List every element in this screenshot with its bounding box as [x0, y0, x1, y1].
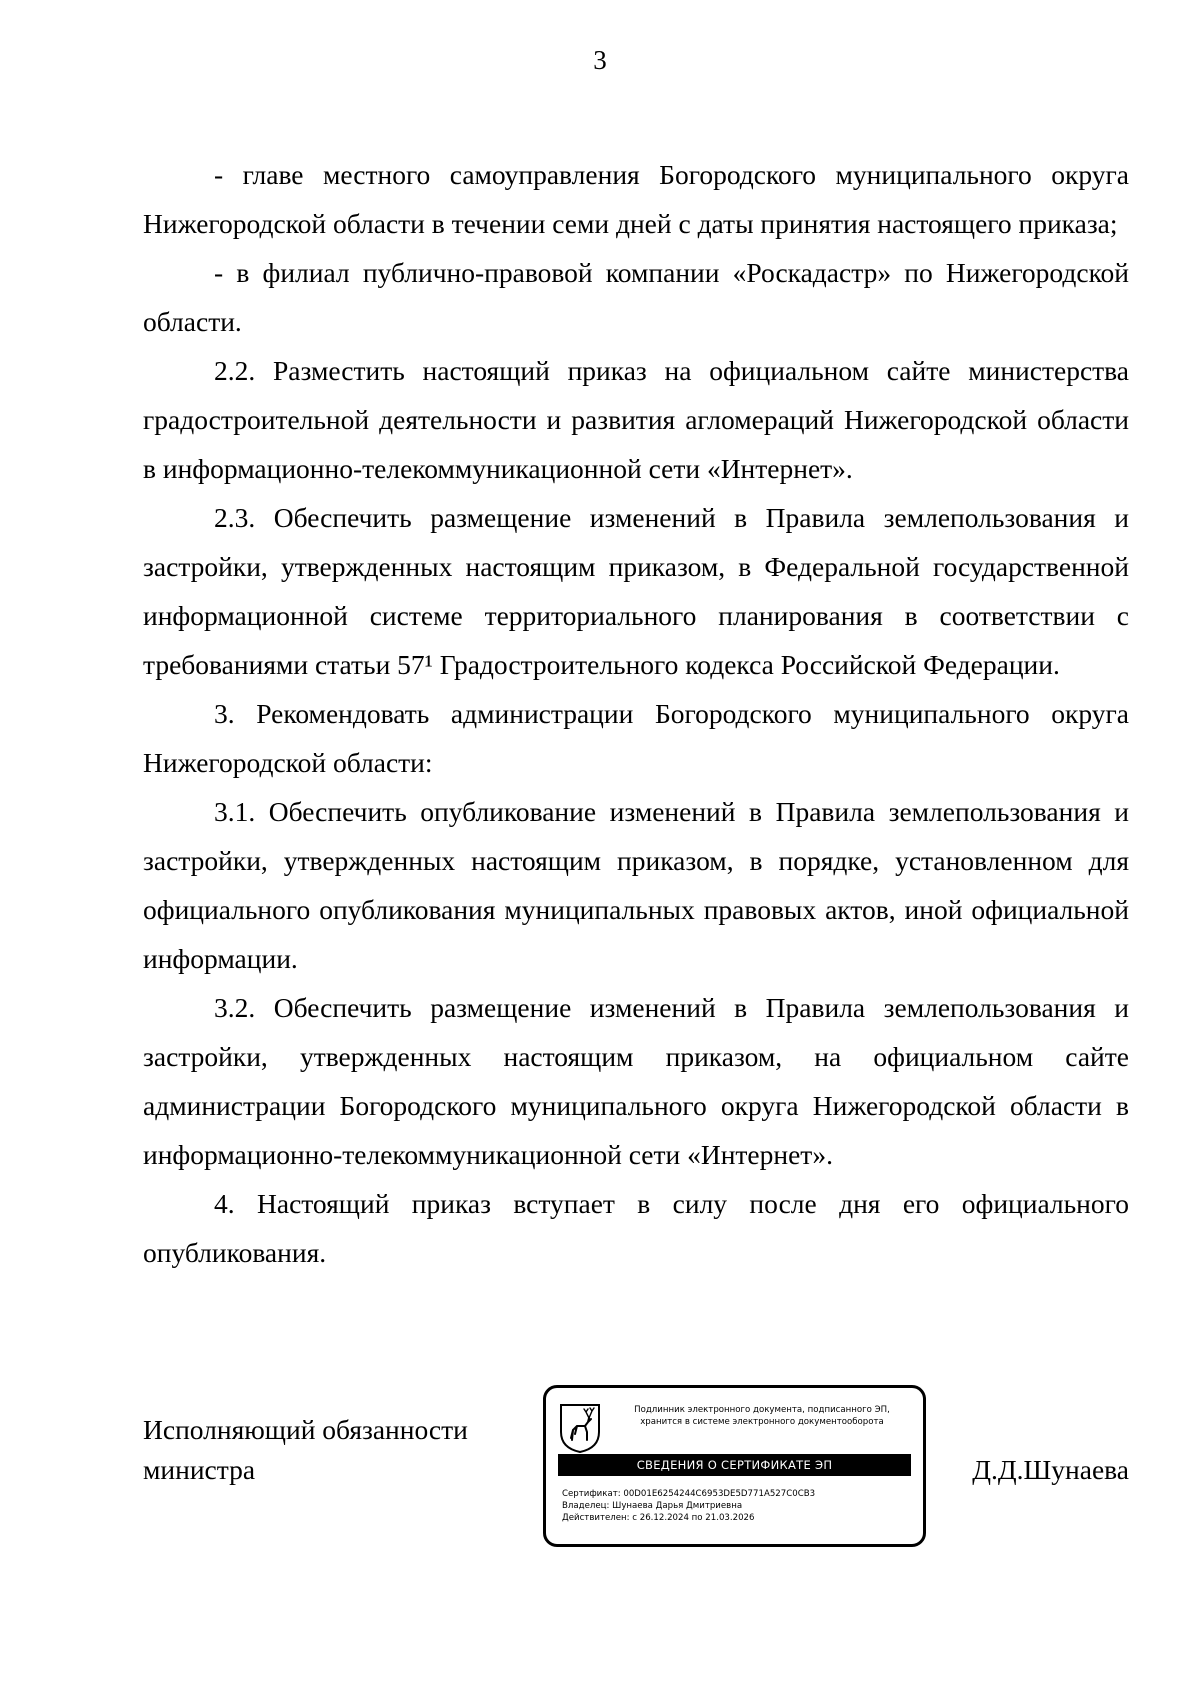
- stamp-header-line2: хранится в системе электронного документооборота: [640, 1417, 884, 1427]
- signer-name: Д.Д.Шунаева: [972, 1454, 1129, 1485]
- document-body: [143, 150, 1129, 1277]
- stamp-header: [606, 1404, 918, 1428]
- page-number: 3: [593, 45, 607, 75]
- stamp-validity: Действителен: с 26.12.2024 по 21.03.2026: [562, 1513, 755, 1523]
- paragraph-3: 3. Рекомендовать администрации Богородского муниципального округа Нижегородской области:: [143, 698, 1129, 778]
- stamp-header-line1: Подлинник электронного документа, подписанного ЭП,: [634, 1405, 890, 1415]
- coat-of-arms-deer-icon: [558, 1402, 602, 1454]
- stamp-title-bar: СВЕДЕНИЯ О СЕРТИФИКАТЕ ЭП: [558, 1454, 911, 1476]
- signer-title-line2: министра: [143, 1454, 256, 1485]
- paragraph-3-1: 3.1. Обеспечить опубликование изменений в Правила землепользования и застройки, утвержденных настоящим приказом, в порядке, установленном для официального опубликования муниципальных правовых актов, иной официальной информации.: [143, 796, 1129, 974]
- paragraph-2-3: 2.3. Обеспечить размещение изменений в Правила землепользования и застройки, утвержденных настоящим приказом, в Федеральной государственной информационной системе территориального планирования в соответствии с требованиями статьи 57¹ Градостроительного кодекса Российской Федерации.: [143, 502, 1129, 680]
- paragraph-notify-head: - главе местного самоуправления Богородского муниципального округа Нижегородской области в течении семи дней с даты принятия настоящего приказа;: [143, 159, 1129, 239]
- electronic-signature-stamp: [543, 1385, 926, 1547]
- paragraph-4: 4. Настоящий приказ вступает в силу после дня его официального опубликования.: [143, 1188, 1129, 1268]
- signer-title: [143, 1410, 468, 1490]
- paragraph-notify-roskadastr: - в филиал публично-правовой компании «Роскадастр» по Нижегородской области.: [143, 257, 1129, 337]
- paragraph-3-2: 3.2. Обеспечить размещение изменений в Правила землепользования и застройки, утвержденных настоящим приказом, на официальном сайте администрации Богородского муниципального округа Нижегородской области в информационно-телекоммуникационной сети «Интернет».: [143, 992, 1129, 1170]
- signer-title-line1: Исполняющий обязанности: [143, 1414, 468, 1445]
- paragraph-2-2: 2.2. Разместить настоящий приказ на официальном сайте министерства градостроительной деятельности и развития агломераций Нижегородской области в информационно-телекоммуникационной сети «Интернет».: [143, 355, 1129, 484]
- stamp-owner: Владелец: Шунаева Дарья Дмитриевна: [562, 1501, 743, 1511]
- stamp-certificate-info: [562, 1488, 912, 1524]
- stamp-certificate: Сертификат: 00D01E6254244C6953DE5D771A527C0CB3: [562, 1489, 816, 1499]
